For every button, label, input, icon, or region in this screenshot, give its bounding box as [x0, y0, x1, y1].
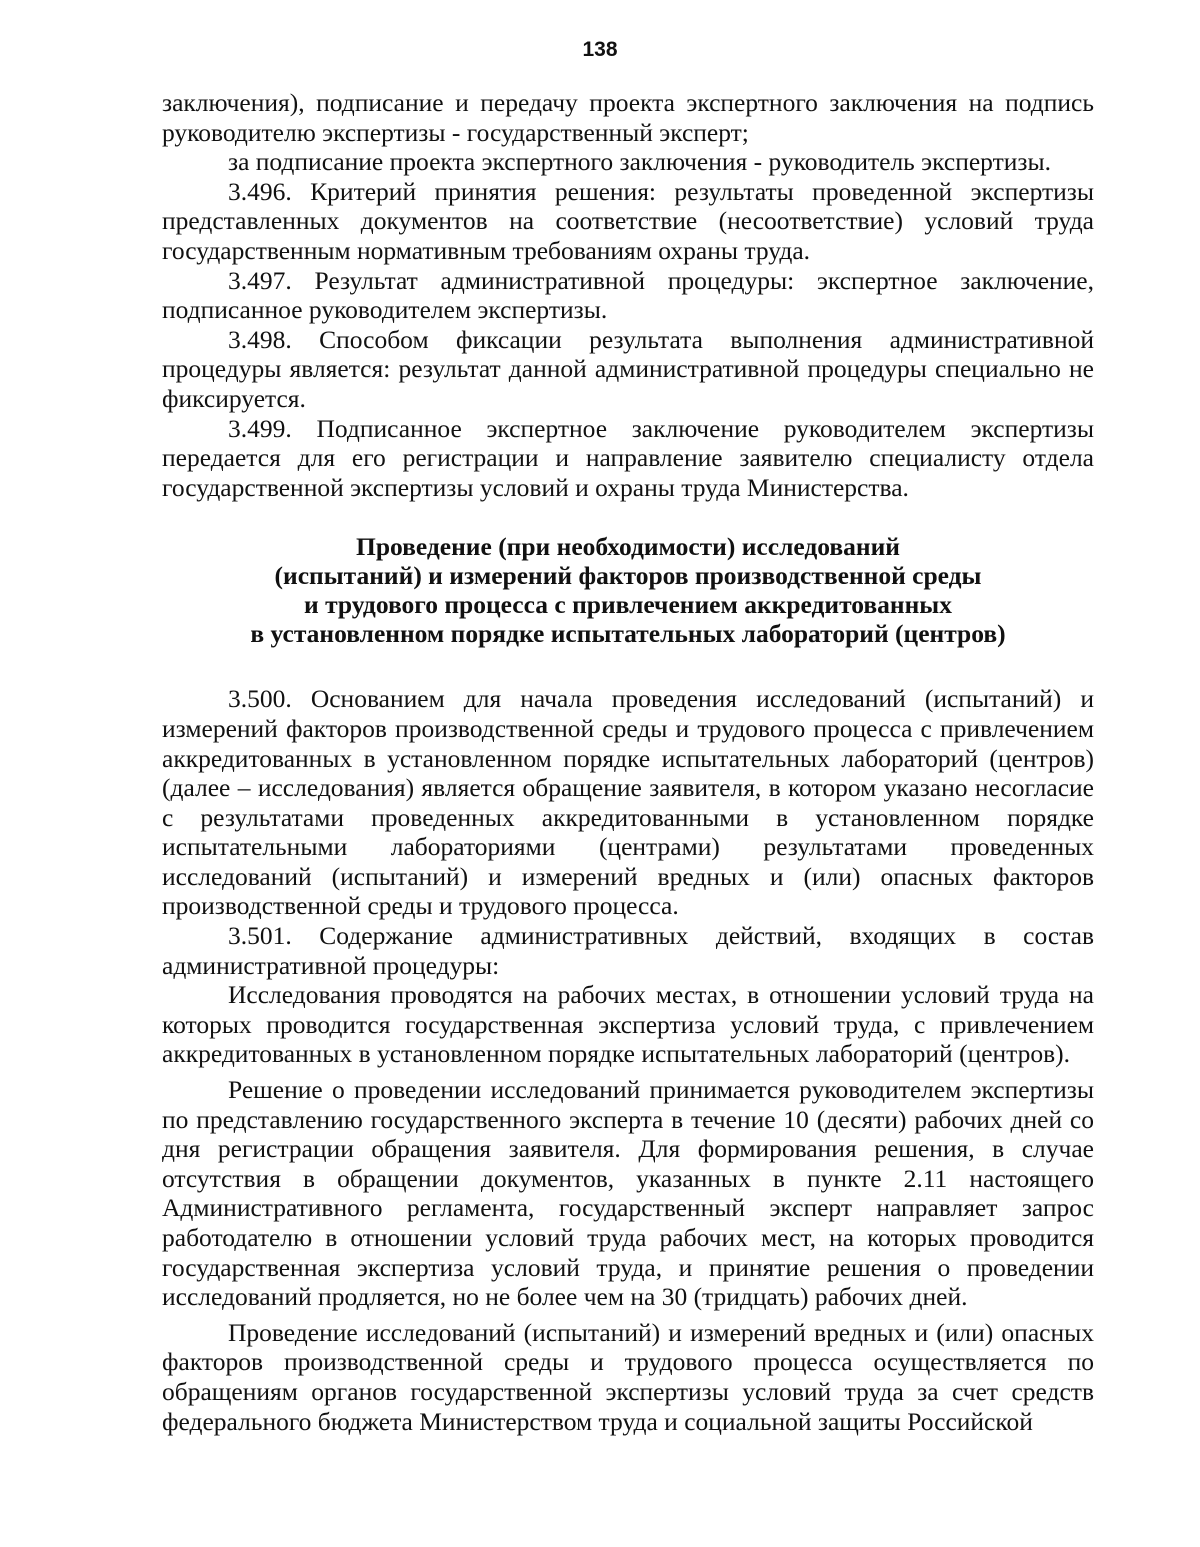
heading-line: Проведение (при необходимости) исследований: [356, 532, 900, 562]
paragraph-3-497: 3.497. Результат административной процедуры: экспертное заключение, подписанное руководителем экспертизы.: [162, 265, 1094, 325]
paragraph-signing: за подписание проекта экспертного заключения - руководитель экспертизы.: [228, 147, 1051, 177]
paragraph-research-funding: Проведение исследований (испытаний) и измерений вредных и (или) опасных факторов производственной среды и трудового процесса осуществляется по обращениям органов государственной экспертизы условий труда за счет средств федерального бюджета Министерством труда и социальной защиты Российской: [162, 1317, 1094, 1436]
paragraph-continuation: заключения), подписание и передачу проекта экспертного заключения на подпись руководителю экспертизы - государственный эксперт;: [162, 88, 1094, 147]
heading-line: в установленном порядке испытательных лабораторий (центров): [250, 619, 1006, 649]
paragraph-3-499: 3.499. Подписанное экспертное заключение руководителем экспертизы передается для его регистрации и направление заявителю специалисту отдела государственной экспертизы условий и охраны труда Министерства.: [162, 413, 1094, 502]
paragraph-3-501: 3.501. Содержание административных действий, входящих в состав административной процедуры:: [162, 921, 1094, 980]
section-heading: [162, 532, 1094, 648]
paragraph-research-places: Исследования проводятся на рабочих местах, в отношении условий труда на которых проводится государственная экспертиза условий труда, с привлечением аккредитованных в установленном порядке испытательных лабораторий (центров).: [162, 980, 1094, 1069]
heading-line: (испытаний) и измерений факторов производственной среды: [274, 561, 982, 591]
heading-line: и трудового процесса с привлечением аккредитованных: [304, 590, 952, 620]
paragraph-research-decision: Решение о проведении исследований принимается руководителем экспертизы по представлению государственного эксперта в течение 10 (десяти) рабочих дней со дня регистрации обращения заявителя. Для формирования решения, в случае отсутствия в обращении документов, указанных в пункте 2.11 настоящего Административного регламента, государственный эксперт направляет запрос работодателю в отношении условий труда рабочих мест, на которых проводится государственная экспертиза условий труда, и принятие решения о проведении исследований продляется, но не более чем на 30 (тридцать) рабочих дней.: [162, 1075, 1094, 1312]
document-body: [162, 88, 1094, 1436]
page-number: 138: [582, 38, 618, 61]
paragraph-3-500: 3.500. Основанием для начала проведения исследований (испытаний) и измерений факторов производственной среды и трудового процесса с привлечением аккредитованных в установленном порядке испытательных лабораторий (центров) (далее – исследования) является обращение заявителя, в котором указано несогласие с результатами проведенных аккредитованными в установленном порядке испытательными лабораториями (центрами) результатами проведенных исследований (испытаний) и измерений вредных и (или) опасных факторов производственной среды и трудового процесса.: [162, 684, 1094, 921]
paragraph-3-496: 3.496. Критерий принятия решения: результаты проведенной экспертизы представленных документов на соответствие (несоответствие) условий труда государственным нормативным требованиям охраны труда.: [162, 176, 1094, 265]
paragraph-3-498: 3.498. Способом фиксации результата выполнения административной процедуры является: результат данной административной процедуры специально не фиксируется.: [162, 324, 1094, 413]
